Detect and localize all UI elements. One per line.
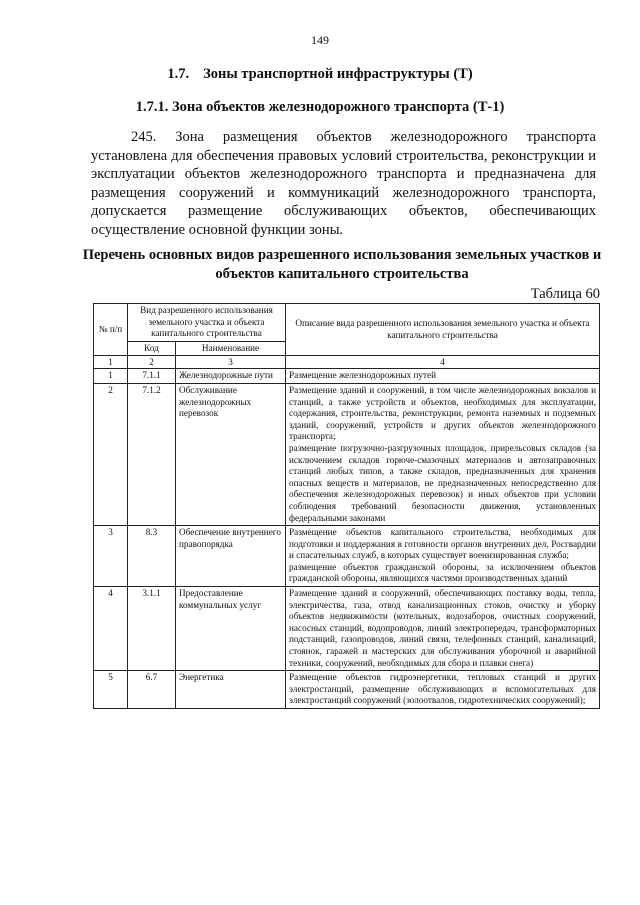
table-row bbox=[94, 671, 600, 709]
zone-description-paragraph: 245. Зона размещения объектов железнодорожного транспорта установлена для обеспечения правовых условий строительства, реконструкции и эксплуатации объектов железнодорожного транспорта и предназначена для размещения сооружений и коммуникаций железнодорожного транспорта, допускается размещение обслуживающих объектов, обеспечивающих осуществление основной функции зоны. bbox=[91, 129, 596, 238]
column-index: 4 bbox=[286, 356, 600, 369]
table-row bbox=[94, 526, 600, 587]
description-paragraph: Размещение объектов капитального строительства, необходимых для подготовки и поддержания в готовности органов внутренних дел, Росгвардии и спасательных служб, в которых существует военизированная служба; bbox=[289, 527, 597, 561]
description-paragraph: размещение объектов гражданской обороны, за исключением объектов гражданской обороны, являющихся частями производственных зданий bbox=[289, 561, 597, 584]
row-description bbox=[286, 526, 600, 587]
header-kind-group: Вид разрешенного использования земельного участка и объекта капитального строительства bbox=[128, 304, 286, 342]
list-heading: Перечень основных видов разрешенного использования земельных участков и объектов капитального строительства bbox=[82, 247, 602, 282]
column-index: 3 bbox=[176, 356, 286, 369]
row-num: 3 bbox=[94, 526, 128, 587]
row-name: Предоставление коммунальных услуг bbox=[176, 587, 286, 671]
row-code: 3.1.1 bbox=[128, 587, 176, 671]
row-name: Обслуживание железнодорожных перевозок bbox=[176, 383, 286, 525]
description-paragraph: Размещение зданий и сооружений, обеспечивающих поставку воды, тепла, электричества, газа, отвод канализационных стоков, очистку и уборку объектов недвижимости (котельных, водозаборов, очистных сооружений, насосных станций, водопроводов, линий электропередач, трансформаторных подстанций, газопроводов, линий связи, телефонных станций, канализаций, стоянок, гаражей и мастерских для обслуживания уборочной и аварийной техники, сооружений, необходимых для сбора и плавки снега) bbox=[289, 588, 597, 668]
row-name: Энергетика bbox=[176, 671, 286, 709]
row-description bbox=[286, 671, 600, 709]
row-num: 4 bbox=[94, 587, 128, 671]
row-code: 8.3 bbox=[128, 526, 176, 587]
description-paragraph: Размещение железнодорожных путей bbox=[289, 370, 436, 381]
column-index: 2 bbox=[128, 356, 176, 369]
row-code: 6.7 bbox=[128, 671, 176, 709]
column-index: 1 bbox=[94, 356, 128, 369]
row-num: 2 bbox=[94, 383, 128, 525]
row-num: 1 bbox=[94, 369, 128, 384]
row-description bbox=[286, 587, 600, 671]
row-code: 7.1.2 bbox=[128, 383, 176, 525]
row-name: Обеспечение внутреннего правопорядка bbox=[176, 526, 286, 587]
description-paragraph: Размещение зданий и сооружений, в том числе железнодорожных вокзалов и станций, а также устройств и объектов, необходимых для эксплуатации, содержания, строительства, реконструкции, ремонта наземных и подземных зданий, сооружений, устройств и других объектов железнодорожного транспорта; bbox=[289, 384, 597, 442]
row-description bbox=[286, 383, 600, 525]
row-description bbox=[286, 369, 600, 384]
table-row bbox=[94, 369, 600, 384]
row-name: Железнодорожные пути bbox=[176, 369, 286, 384]
section-title-text: Зоны транспортной инфраструктуры (Т) bbox=[203, 66, 473, 82]
header-description: Описание вида разрешенного использования земельного участка и объекта капитального строительства bbox=[286, 304, 600, 356]
section-title bbox=[0, 66, 640, 83]
table-row bbox=[94, 587, 600, 671]
description-paragraph: размещение погрузочно-разгрузочных площадок, прирельсовых складов (за исключением складов горюче-смазочных материалов и автозаправочных станций любых типов, а также складов, предназначенных для хранения опасных веществ и материалов, не предназначенных непосредственно для обеспечения железнодорожных перевозок) и иных объектов при условии соблюдения требований безопасности движения, установленных федеральными законами bbox=[289, 442, 597, 523]
row-num: 5 bbox=[94, 671, 128, 709]
subsection-title: 1.7.1. Зона объектов железнодорожного транспорта (Т-1) bbox=[135, 99, 505, 115]
row-code: 7.1.1 bbox=[128, 369, 176, 384]
description-paragraph: Размещение объектов гидроэнергетики, тепловых станций и других электростанций, размещение обслуживающих и вспомогательных для электростанций сооружений (золоотвалов, гидротехнических сооружений); bbox=[289, 672, 597, 706]
table-caption: Таблица 60 bbox=[530, 286, 600, 302]
section-number: 1.7. bbox=[167, 66, 190, 82]
column-index-row bbox=[94, 356, 600, 369]
page-number: 149 bbox=[311, 33, 329, 47]
header-name: Наименование bbox=[176, 341, 286, 356]
header-num: № п/п bbox=[94, 304, 128, 356]
table-row bbox=[94, 383, 600, 525]
permitted-uses-table bbox=[93, 303, 600, 709]
header-code: Код bbox=[128, 341, 176, 356]
